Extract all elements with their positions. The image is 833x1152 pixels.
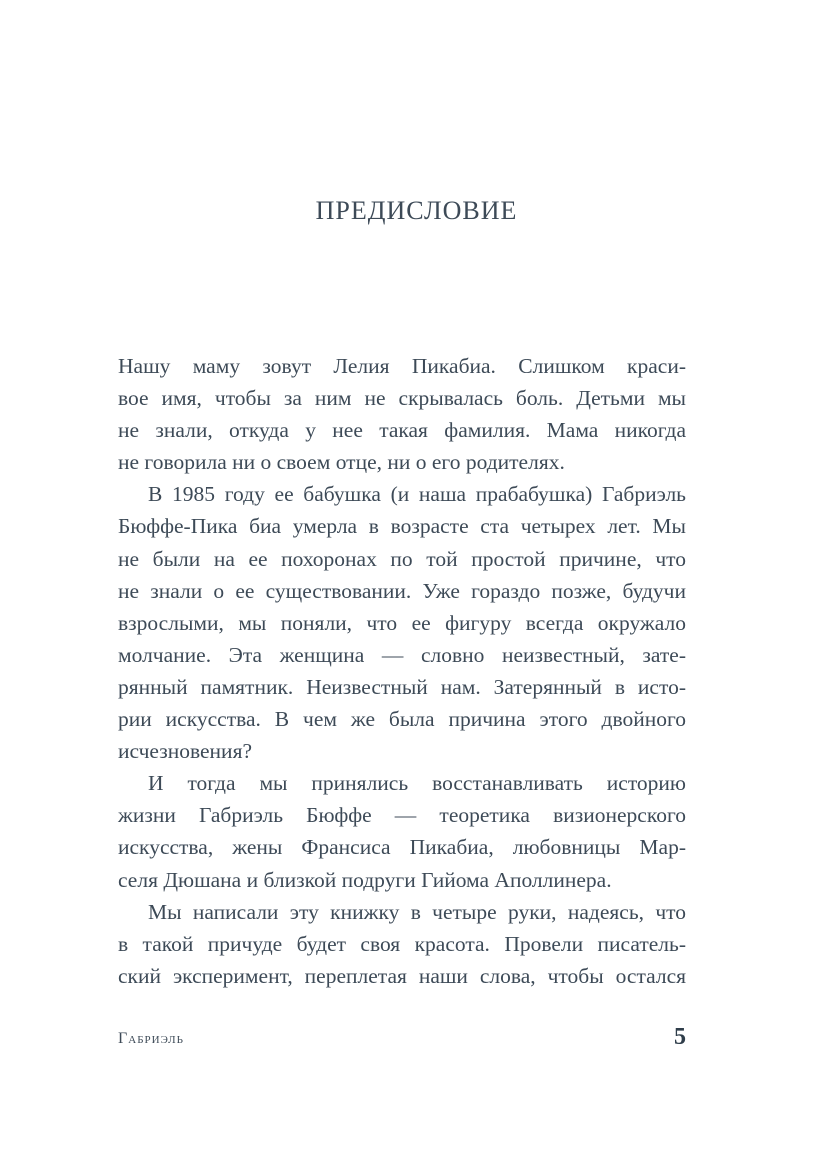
text-line: искусства, жены Франсиса Пикабиа, любовницы Мар-	[118, 835, 686, 860]
text-line: не были на ее похоронах по той простой причине, что	[118, 546, 686, 571]
body-text	[118, 350, 686, 992]
text-line: рии искусства. В чем же была причина этого двойного	[118, 707, 686, 732]
text-line: Нашу маму зовут Лелия Пикабиа. Слишком краси-	[118, 354, 686, 378]
text-line: вое имя, чтобы за ним не скрывалась боль. Детьми мы	[118, 386, 686, 411]
page-number: 5	[674, 1024, 686, 1050]
text-line: селя Дюшана и близкой подруги Гийома Аполлинера.	[118, 867, 612, 892]
text-line: не знали, откуда у нее такая фамилия. Мама никогда	[118, 418, 686, 443]
text-line: не говорила ни о своем отце, ни о его родителях.	[118, 450, 565, 475]
text-line: В 1985 году ее бабушка (и наша прабабушка) Габриэль	[148, 482, 686, 507]
text-line: И тогда мы принялись восстанавливать историю	[148, 771, 686, 796]
text-line: не знали о ее существовании. Уже гораздо позже, будучи	[118, 578, 686, 603]
text-line: исчезновения?	[118, 739, 252, 764]
running-title: Габриэль	[118, 1030, 184, 1047]
text-line: ский эксперимент, переплетая наши слова, чтобы остался	[118, 963, 686, 988]
text-line: Мы написали эту книжку в четыре руки, надеясь, что	[148, 899, 686, 924]
text-line: Бюффе-Пика биа умерла в возрасте ста четырех лет. Мы	[118, 514, 686, 539]
text-line: в такой причуде будет своя красота. Провели писатель-	[118, 931, 686, 956]
text-line: молчание. Эта женщина — словно неизвестный, зате-	[118, 642, 686, 667]
text-line: рянный памятник. Неизвестный нам. Затерянный в исто-	[118, 674, 686, 699]
text-line: взрослыми, мы поняли, что ее фигуру всегда окружало	[118, 610, 686, 635]
text-line: жизни Габриэль Бюффе — теоретика визионерского	[118, 803, 686, 828]
chapter-title: ПРЕДИСЛОВИЕ	[315, 196, 518, 225]
